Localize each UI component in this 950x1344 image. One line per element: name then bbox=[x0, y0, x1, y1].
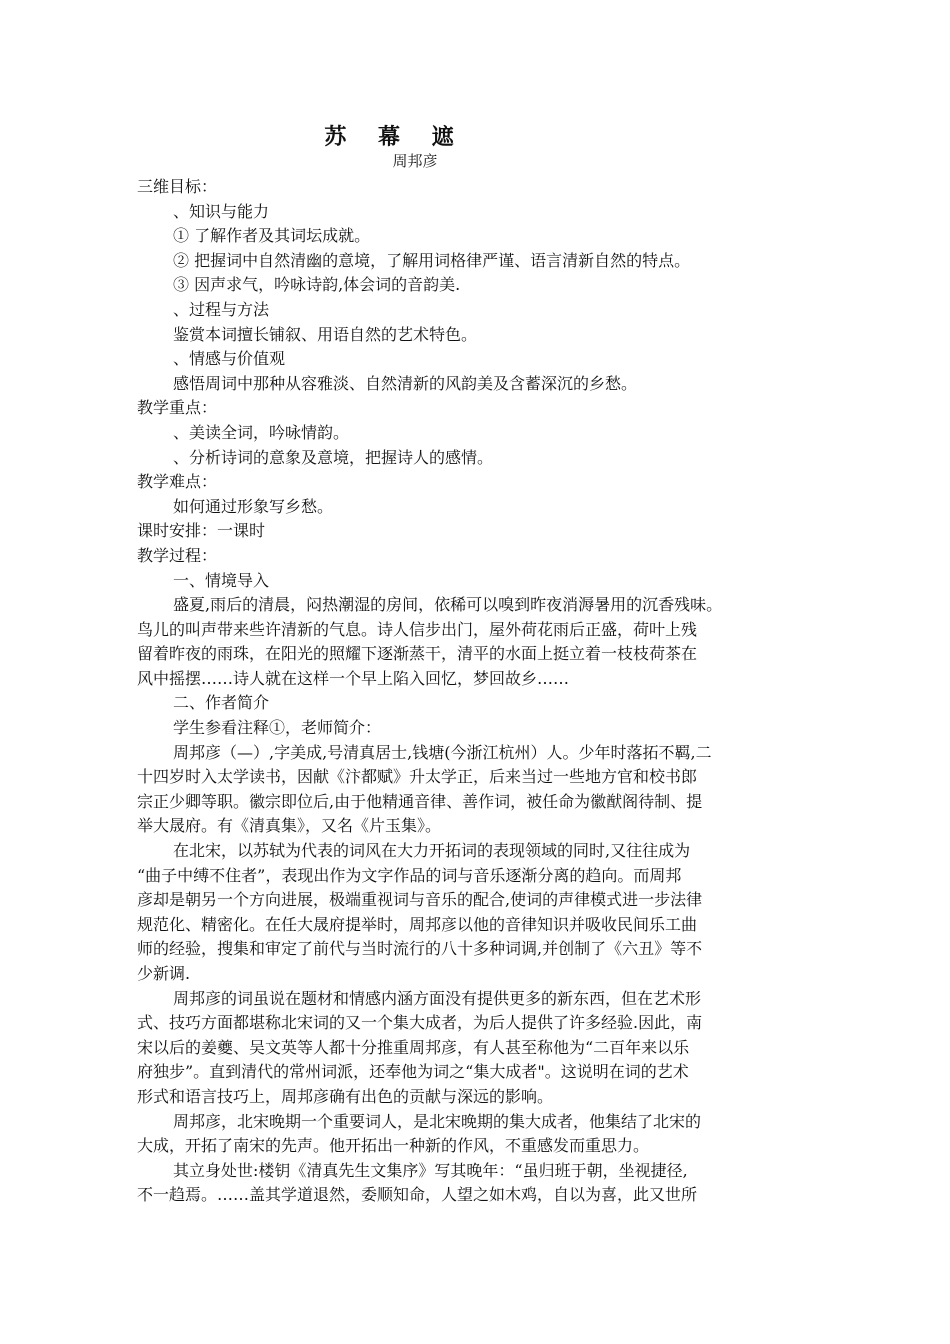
lesson-outline bbox=[137, 175, 817, 593]
outline-line: ① 了解作者及其词坛成就。 bbox=[173, 226, 371, 246]
paragraph-line: 留着昨夜的雨珠，在阳光的照耀下逐渐蒸干，清平的水面上挺立着一枝枝荷茶在 bbox=[137, 644, 698, 664]
paragraph-line: 少新调. bbox=[137, 964, 191, 983]
paragraph-line: 鸟儿的叫声带来些许清新的气息。诗人信步出门，屋外荷花雨后正盛，荷叶上残 bbox=[137, 619, 698, 639]
outline-line: ② 把握词中自然清幽的意境，了解用词格律严谨、语言清新自然的特点。 bbox=[173, 250, 691, 270]
paragraph bbox=[137, 1110, 817, 1159]
outline-line: 感悟周词中那种从容雅淡、自然清新的风韵美及含蓄深沉的乡愁。 bbox=[173, 373, 638, 393]
paragraph bbox=[137, 987, 817, 1110]
paragraph-line: 不一趋焉。……盖其学道退然，委顺知命，人望之如木鸡，自以为喜，此又世所 bbox=[137, 1185, 698, 1205]
paragraph-line: 大成，开拓了南宋的先声。他开拓出一种新的作风，不重感发而重思力。 bbox=[137, 1136, 650, 1156]
paragraph bbox=[137, 1159, 817, 1208]
document-title: 苏 幕 遮 bbox=[324, 124, 466, 150]
outline-line: 鉴赏本词擅长铺叙、用语自然的艺术特色。 bbox=[173, 324, 478, 344]
outline-line: ③ 因声求气，吟咏诗韵,体会词的音韵美. bbox=[173, 275, 461, 295]
paragraph bbox=[137, 741, 817, 839]
paragraph-line: 周邦彦，北宋晚期一个重要词人，是北宋晚期的集大成者，他集结了北宋的 bbox=[173, 1111, 702, 1131]
outline-line: 一、情境导入 bbox=[173, 570, 270, 590]
paragraph bbox=[137, 839, 817, 987]
paragraph-line: 周邦彦的词虽说在题材和情感内涵方面没有提供更多的新东西，但在艺术形 bbox=[173, 988, 702, 1008]
paragraph-line: 盛夏,雨后的清晨，闷热潮湿的房间，依稀可以嗅到昨夜消溽暑用的沉香残味。 bbox=[173, 595, 723, 615]
paragraph-line: 周邦彦（—）,字美成,号清真居士,钱塘(今浙江杭州）人。少年时落拓不羁,二 bbox=[173, 742, 712, 762]
intro-paragraphs bbox=[137, 593, 817, 691]
outline-line: 、美读全词，吟咏情韵。 bbox=[173, 422, 350, 442]
paragraph-line: 风中摇摆……诗人就在这样一个早上陷入回忆，梦回故乡…… bbox=[137, 668, 570, 688]
document-author: 周邦彦 bbox=[392, 152, 438, 170]
outline-line: 教学过程： bbox=[137, 545, 218, 565]
outline-line: 、分析诗词的意象及意境，把握诗人的感情。 bbox=[173, 447, 494, 467]
paragraph-line: 规范化、精密化。在任大晟府提举时，周邦彦以他的音律知识并吸收民间乐工曲 bbox=[137, 914, 698, 934]
paragraph bbox=[137, 593, 817, 691]
outline-line: 三维目标： bbox=[137, 177, 218, 196]
document-body bbox=[137, 175, 817, 1208]
section-heading-author: 二、作者简介 bbox=[173, 693, 270, 713]
paragraph-line: 举大晟府。有《清真集》，又名《片玉集》。 bbox=[137, 816, 442, 836]
paragraph-line: 形式和语言技巧上，周邦彦确有出色的贡献与深远的影响。 bbox=[137, 1086, 554, 1106]
paragraph-line: 十四岁时入太学读书，因献《汴都赋》升太学正，后来当过一些地方官和校书郎 bbox=[137, 767, 698, 787]
outline-line: 如何通过形象写乡愁。 bbox=[173, 496, 334, 516]
paragraph-line: 在北宋，以苏轼为代表的词风在大力开拓词的表现领域的同时,又往往成为 bbox=[173, 841, 691, 861]
paragraph-line: 宋以后的姜夔、吴文英等人都十分推重周邦彦，有人甚至称他为“二百年来以乐 bbox=[137, 1037, 690, 1057]
outline-line: 、知识与能力 bbox=[173, 201, 270, 221]
paragraph-line: “曲子中缚不住者”，表现出作为文字作品的词与音乐逐渐分离的趋向。而周邦 bbox=[137, 865, 682, 885]
paragraph-line: 府独步”。直到清代的常州词派，还奉他为词之“集大成者"。这说明在词的艺术 bbox=[137, 1062, 689, 1082]
outline-line: 、情感与价值观 bbox=[173, 349, 286, 369]
paragraph-line: 其立身处世:楼钥《清真先生文集序》写其晚年：“虽归班于朝，坐视捷径, bbox=[173, 1160, 688, 1180]
outline-line: 课时安排：一课时 bbox=[137, 521, 266, 541]
author-paragraphs bbox=[137, 741, 817, 1208]
outline-line: 、过程与方法 bbox=[173, 299, 270, 319]
paragraph-line: 彦却是朝另一个方向进展，极端重视词与音乐的配合,使词的声律模式进一步法律 bbox=[137, 890, 703, 910]
outline-line: 教学重点： bbox=[137, 398, 218, 418]
outline-line: 教学难点： bbox=[137, 472, 218, 492]
paragraph-line: 师的经验，搜集和审定了前代与当时流行的八十多种词调,并创制了《六丑》等不 bbox=[137, 939, 703, 959]
section-intro-author: 学生参看注释①，老师简介： bbox=[173, 718, 382, 738]
paragraph-line: 宗正少卿等职。徽宗即位后,由于他精通音律、善作词，被任命为徽猷阁待制、提 bbox=[137, 791, 703, 811]
paragraph-line: 式、技巧方面都堪称北宋词的又一个集大成者，为后人提供了许多经验.因此，南 bbox=[137, 1013, 703, 1033]
